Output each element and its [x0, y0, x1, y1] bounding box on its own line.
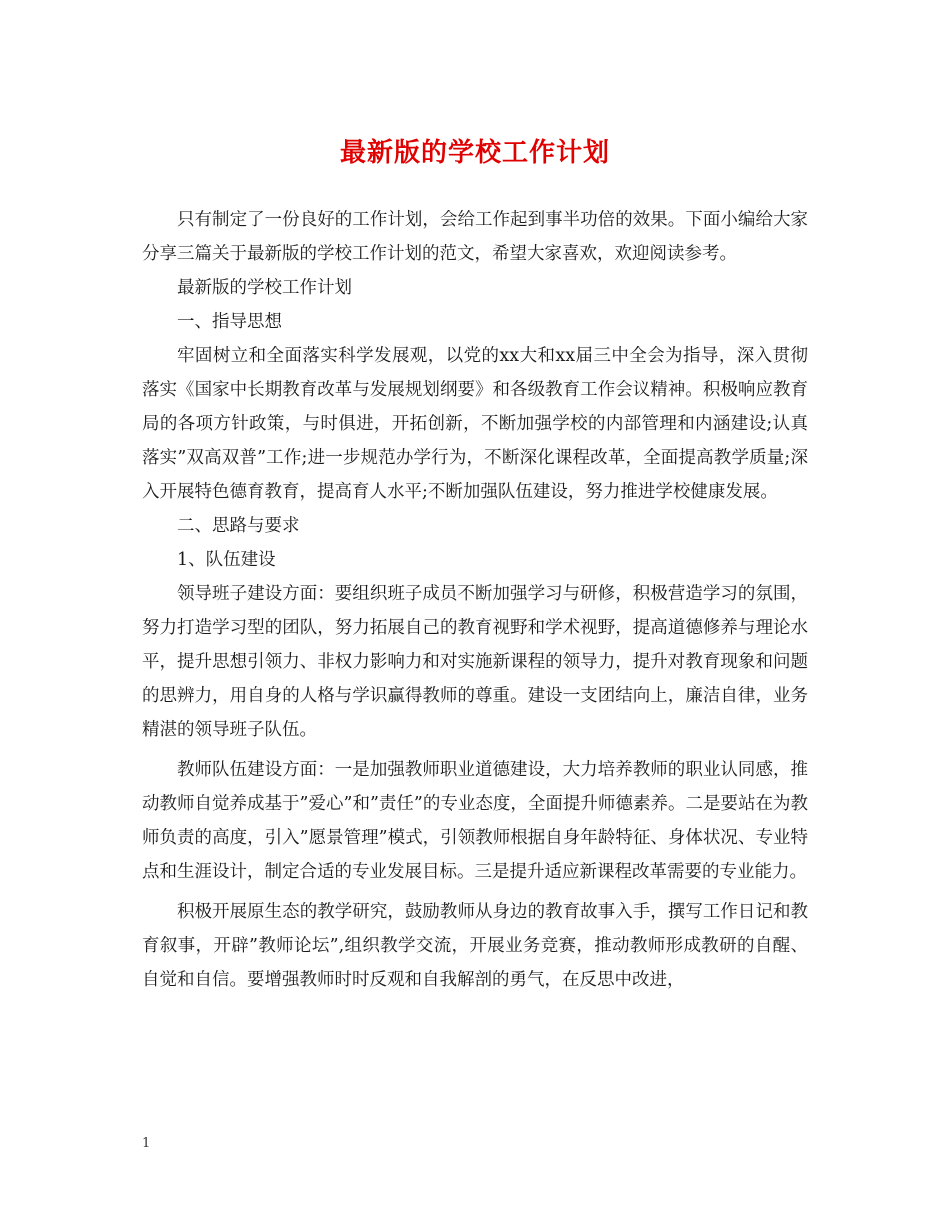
- paragraph-leadership-team: 领导班子建设方面：要组织班子成员不断加强学习与研修，积极营造学习的氛围，努力打造学习型的团队，努力拓展自己的教育视野和学术视野，提高道德修养与理论水平，提升思想引领力、非权力影响力和对实施新课程的领导力，提升对教育现象和问题的思辨力，用自身的人格与学识赢得教师的尊重。建设一支团结向上，廉洁自律，业务精湛的领导班子队伍。: [142, 584, 808, 740]
- paragraph-teacher-team: 教师队伍建设方面：一是加强教师职业道德建设，大力培养教师的职业认同感，推动教师自觉养成基于”爱心”和”责任”的专业态度，全面提升师德素养。二是要站在为教师负责的高度，引入”愿景管理”模式，引领教师根据自身年龄特征、身体状况、专业特点和生涯设计，制定合适的专业发展目标。三是提升适应新课程改革需要的专业能力。: [142, 760, 808, 882]
- section-heading-ideas-requirements: 二、思路与要求: [177, 516, 300, 536]
- section-heading-guiding-ideology: 一、指导思想: [177, 312, 282, 332]
- document-title: 最新版的学校工作计划: [339, 138, 610, 168]
- paragraph-subtitle: 最新版的学校工作计划: [177, 278, 352, 298]
- paragraph-guiding-ideology: 牢固树立和全面落实科学发展观，以党的xx大和xx届三中全会为指导，深入贯彻落实《国家中长期教育改革与发展规划纲要》和各级教育工作会议精神。积极响应教育局的各项方针政策，与时俱进，开拓创新，不断加强学校的内部管理和内涵建设;认真落实”双高双普”工作;进一步规范办学行为，不断深化课程改革，全面提高教学质量;深入开展特色德育教育，提高育人水平;不断加强队伍建设，努力推进学校健康发展。: [142, 346, 808, 502]
- document-body: [142, 203, 808, 997]
- paragraph-intro: 只有制定了一份良好的工作计划，会给工作起到事半功倍的效果。下面小编给大家分享三篇关于最新版的学校工作计划的范文，希望大家喜欢，欢迎阅读参考。: [142, 210, 808, 264]
- subsection-heading-team-building: 1、队伍建设: [177, 550, 276, 570]
- page-number: 1: [142, 1136, 151, 1151]
- paragraph-teaching-research: 积极开展原生态的教学研究，鼓励教师从身边的教育故事入手，撰写工作日记和教育叙事，开辟”教师论坛”,组织教学交流，开展业务竞赛，推动教师形成教研的自醒、自觉和自信。要增强教师时时反观和自我解剖的勇气，在反思中改进，: [142, 902, 808, 990]
